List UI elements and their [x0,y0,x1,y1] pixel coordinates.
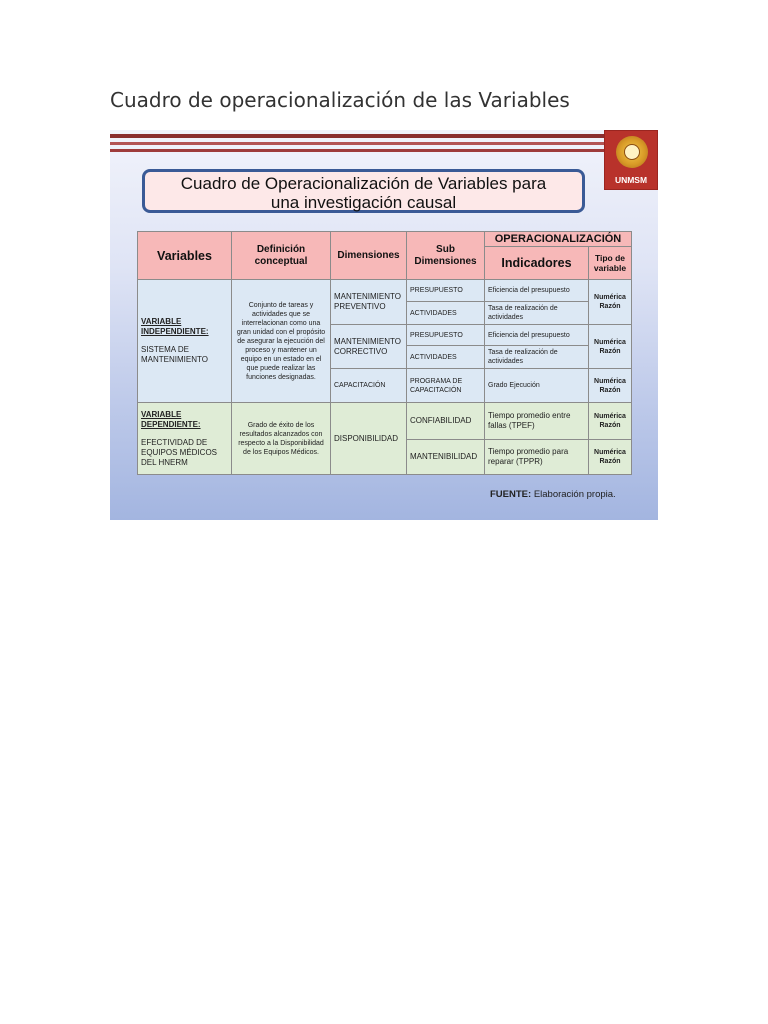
unmsm-logo [604,130,658,190]
sub-dimension-cell: PRESUPUESTO [407,325,485,346]
dimension-cell: MANTENIMIENTO CORRECTIVO [331,325,407,369]
indicator-cell: Grado Ejecución [485,369,589,403]
university-seal-icon [616,136,648,168]
header-indicadores: Indicadores [485,247,589,280]
source-note [490,489,616,500]
variable-type-cell: Numérica Razón [589,325,632,369]
dependent-variable-cell [138,403,232,475]
header-dimensiones: Dimensiones [331,232,407,280]
indicator-cell: Eficiencia del presupuesto [485,280,589,302]
variable-type-cell: Numérica Razón [589,280,632,325]
indicator-cell: Eficiencia del presupuesto [485,325,589,346]
variable-type-cell: Numérica Razón [589,403,632,440]
header-definicion: Definición conceptual [232,232,331,280]
sub-dimension-cell: PRESUPUESTO [407,280,485,302]
source-label: FUENTE: [490,489,532,500]
indicator-cell: Tiempo promedio para reparar (TPPR) [485,440,589,475]
dependent-variable-label: VARIABLE DEPENDIENTE: [141,409,201,429]
independent-definition: Conjunto de tareas y actividades que se interrelacionan como una gran unidad con el propósito de asegurar la ejecución del proceso y mantener un equipo en un estado en el que puede realizar las funciones designadas. [232,280,331,403]
variable-type-cell: Numérica Razón [589,440,632,475]
independent-variable-name: SISTEMA DE MANTENIMIENTO [141,345,208,364]
operationalization-table [137,231,632,475]
dependent-variable-name: EFECTIVIDAD DE EQUIPOS MÉDICOS DEL HNERM [141,437,218,467]
dimension-cell: DISPONIBILIDAD [331,403,407,475]
header-operacionalizacion: OPERACIONALIZACIÓN [485,232,632,247]
slide-image [110,130,658,520]
sub-dimension-cell: CONFIABILIDAD [407,403,485,440]
logo-text: UNMSM [614,175,648,185]
header-stripes [110,134,604,154]
dimension-cell: CAPACITACIÓN [331,369,407,403]
indicator-cell: Tiempo promedio entre fallas (TPEF) [485,403,589,440]
slide-title-line1: Cuadro de Operacionalización de Variables para [180,174,547,193]
independent-variable-cell [138,280,232,403]
header-sub-dimensiones: Sub Dimensiones [407,232,485,280]
header-tipo: Tipo de variable [589,247,632,280]
indicator-cell: Tasa de realización de actividades [485,302,589,325]
sub-dimension-cell: ACTIVIDADES [407,302,485,325]
dimension-cell: MANTENIMIENTO PREVENTIVO [331,280,407,325]
sub-dimension-cell: MANTENIBILIDAD [407,440,485,475]
source-text: Elaboración propia. [533,489,616,500]
header-variables: Variables [138,232,232,280]
slide-title [142,169,585,213]
indicator-cell: Tasa de realización de actividades [485,346,589,369]
sub-dimension-cell: ACTIVIDADES [407,346,485,369]
document-title: Cuadro de operacionalización de las Variables [110,88,570,112]
variable-type-cell: Numérica Razón [589,369,632,403]
independent-variable-label: VARIABLE INDEPENDIENTE: [141,317,209,336]
dependent-definition: Grado de éxito de los resultados alcanzados con respecto a la Disponibilidad de los Equipos Médicos. [232,403,331,475]
sub-dimension-cell: PROGRAMA DE CAPACITACIÓN [407,369,485,403]
slide-title-line2: una investigación causal [270,193,457,212]
